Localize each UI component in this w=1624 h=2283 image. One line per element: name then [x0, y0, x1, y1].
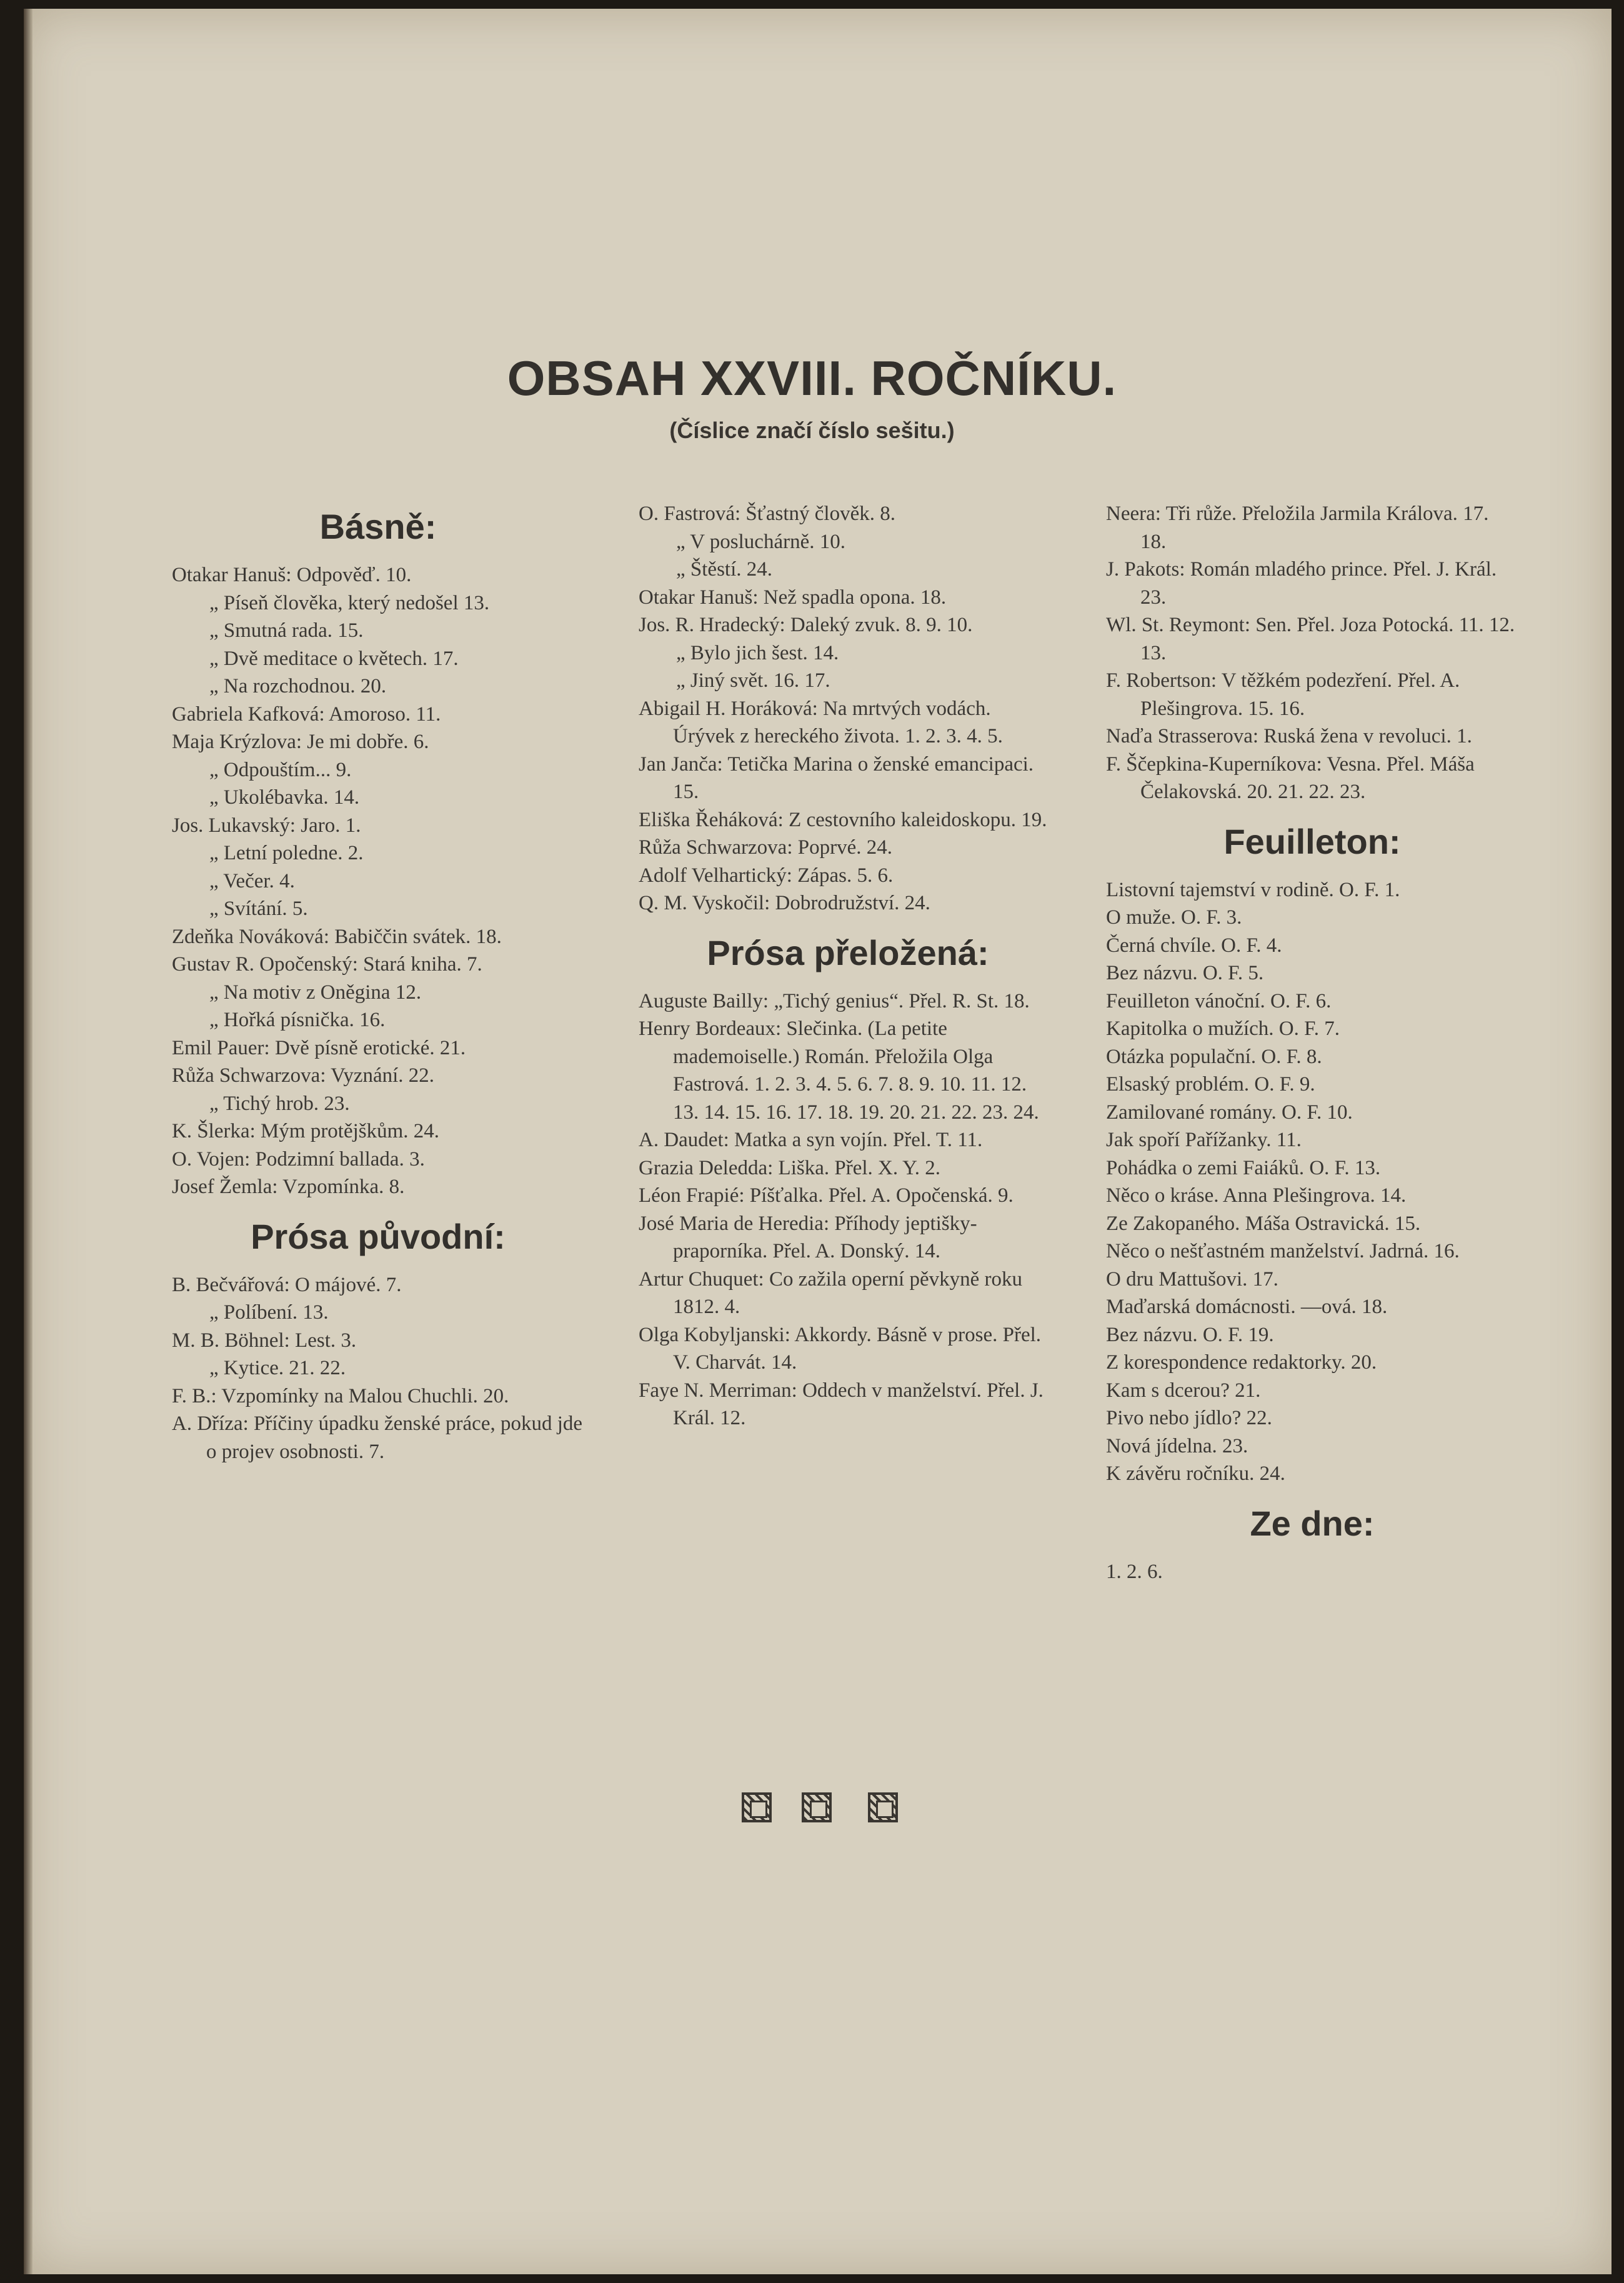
index-entry: J. Pakots: Román mladého prince. Přel. J. Král. 23.: [1106, 558, 1497, 609]
section-heading: Feuilleton:: [1223, 821, 1401, 861]
index-entry: 1. 2. 6.: [1106, 1560, 1163, 1583]
index-entry: „ Píseň člověka, který nedošel 13.: [209, 591, 490, 614]
section-heading: Ze dne:: [1250, 1503, 1375, 1543]
column-3: [1106, 500, 1518, 1586]
index-entry: O. Fastrová: Šťastný člověk. 8.: [639, 502, 895, 525]
index-entry: Kapitolka o mužích. O. F. 7.: [1106, 1017, 1340, 1040]
index-entry: A. Daudet: Matka a syn vojín. Přel. T. 11.: [639, 1129, 983, 1151]
index-entry: Ze Zakopaného. Máša Ostravická. 15.: [1106, 1212, 1421, 1235]
index-entry: Jan Janča: Tetička Marina o ženské emancipaci. 15.: [639, 752, 1034, 803]
section-heading: Prósa původní:: [251, 1216, 506, 1256]
index-entry: Eliška Řeháková: Z cestovního kaleidoskopu. 19.: [639, 808, 1047, 831]
index-entry: Listovní tajemství v rodině. O. F. 1.: [1106, 878, 1400, 901]
index-entry: Otázka populační. O. F. 8.: [1106, 1045, 1322, 1068]
index-entry: Otakar Hanuš: Odpověď. 10.: [172, 564, 412, 586]
index-entry: Gustav R. Opočenský: Stará kniha. 7.: [172, 953, 482, 976]
ornament-icon: [742, 1792, 772, 1822]
index-entry: Jos. R. Hradecký: Daleký zvuk. 8. 9. 10.: [639, 614, 973, 636]
index-entry: „ Jiný svět. 16. 17.: [676, 669, 830, 692]
page-title: OBSAH XXVIII. ROČNÍKU.: [507, 351, 1117, 406]
index-entry: Adolf Velhartický: Zápas. 5. 6.: [639, 864, 894, 887]
index-entry: Gabriela Kafková: Amoroso. 11.: [172, 702, 441, 726]
index-entry: „ Bylo jich šest. 14.: [676, 641, 839, 664]
index-entry: O muže. O. F. 3.: [1106, 906, 1242, 929]
index-entry: Otakar Hanuš: Než spadla opona. 18.: [639, 586, 947, 609]
index-entry: Růža Schwarzova: Vyznání. 22.: [172, 1064, 435, 1087]
index-entry: „ Tichý hrob. 23.: [209, 1092, 350, 1115]
index-entry: Maja Krýzlova: Je mi dobře. 6.: [172, 731, 429, 753]
index-entry: Nová jídelna. 23.: [1106, 1434, 1248, 1457]
index-entry: „ Letní poledne. 2.: [209, 842, 364, 864]
index-entry: K závěru ročníku. 24.: [1106, 1462, 1285, 1485]
ornament-icon: [802, 1792, 832, 1822]
index-entry: „ Večer. 4.: [209, 869, 295, 892]
index-entry: Neera: Tři růže. Přeložila Jarmila Králova. 17. 18.: [1106, 502, 1489, 553]
index-entry: Zamilované romány. O. F. 10.: [1106, 1101, 1353, 1124]
index-entry: „ V posluchárně. 10.: [676, 530, 845, 553]
index-entry: Černá chvíle. O. F. 4.: [1106, 934, 1282, 957]
index-entry: Zdeňka Nováková: Babiččin svátek. 18.: [172, 925, 502, 948]
index-entry: Grazia Deledda: Liška. Přel. X. Y. 2.: [639, 1156, 940, 1179]
ornament-icon: [868, 1792, 898, 1822]
index-entry: „ Svítání. 5.: [209, 897, 308, 920]
index-entry: Henry Bordeaux: Slečinka. (La petite mademoiselle.) Román. Přeložila Olga Fastrová. 1. 2. 3. 4. 5. 6. 7. 8. 9. 10. 11. 12. 13. 14. 15. 16. 17. 18. 19. 20. 21. 22. 23. 24.: [639, 1017, 1039, 1124]
index-entry: Faye N. Merriman: Oddech v manželství. Přel. J. Král. 12.: [639, 1379, 1044, 1429]
section-heading: Prósa přeložená:: [707, 932, 989, 972]
index-entry: „ Smutná rada. 15.: [209, 619, 364, 642]
index-entry: „ Štěstí. 24.: [676, 558, 772, 581]
index-entry: Auguste Bailly: „Tichý genius“. Přel. R. St. 18.: [639, 989, 1030, 1012]
column-1: [172, 500, 584, 1466]
index-entry: Artur Chuquet: Co zažila operní pěvkyně roku 1812. 4.: [639, 1267, 1022, 1318]
page-subtitle: (Číslice značí číslo sešitu.): [669, 417, 955, 443]
index-entry: „ Odpouštím... 9.: [209, 758, 352, 781]
index-entry: „ Kytice. 21. 22.: [209, 1357, 346, 1379]
index-entry: Emil Pauer: Dvě písně erotické. 21.: [172, 1036, 466, 1059]
index-entry: Léon Frapié: Píšťalka. Přel. A. Opočenská. 9.: [639, 1184, 1014, 1207]
index-entry: M. B. Böhnel: Lest. 3.: [172, 1329, 357, 1352]
index-entry: „ Hořká písnička. 16.: [209, 1009, 386, 1031]
index-entry: F. Robertson: V těžkém podezření. Přel. A. Plešingrova. 15. 16.: [1106, 669, 1460, 720]
index-entry: Olga Kobyljanski: Akkordy. Básně v prose. Přel. V. Charvát. 14.: [639, 1323, 1042, 1374]
index-entry: Maďarská domácnosti. —ová. 18.: [1106, 1296, 1388, 1318]
index-entry: Kam s dcerou? 21.: [1106, 1379, 1261, 1402]
index-entry: A. Dříza: Příčiny úpadku ženské práce, pokud jde o projev osobnosti. 7.: [172, 1412, 583, 1463]
index-entry: Pivo nebo jídlo? 22.: [1106, 1407, 1272, 1429]
index-entry: Něco o nešťastném manželství. Jadrná. 16.: [1106, 1240, 1460, 1262]
index-entry: Jak spoří Pařížanky. 11.: [1106, 1129, 1302, 1151]
index-entry: Abigail H. Horáková: Na mrtvých vodách. Úrývek z hereckého života. 1. 2. 3. 4. 5.: [639, 697, 1003, 747]
index-entry: Něco o kráse. Anna Plešingrova. 14.: [1106, 1184, 1407, 1207]
index-entry: „ Dvě meditace o květech. 17.: [209, 647, 459, 670]
index-entry: Bez názvu. O. F. 5.: [1106, 962, 1264, 984]
index-entry: Jos. Lukavský: Jaro. 1.: [172, 814, 361, 837]
index-entry: Q. M. Vyskočil: Dobrodružství. 24.: [639, 892, 930, 914]
section-heading: Básně:: [319, 507, 437, 546]
binding-spine: [24, 9, 32, 2274]
index-entry: „ Políbení. 13.: [209, 1301, 329, 1324]
index-entry: B. Bečvářová: O májové. 7.: [172, 1273, 402, 1296]
index-entry: Pohádka o zemi Faiáků. O. F. 13.: [1106, 1156, 1381, 1179]
index-entry: O. Vojen: Podzimní ballada. 3.: [172, 1147, 425, 1171]
index-entry: „ Ukolébavka. 14.: [209, 786, 360, 809]
index-entry: O dru Mattušovi. 17.: [1106, 1267, 1278, 1291]
column-2: [639, 500, 1057, 1432]
index-entry: José Maria de Heredia: Příhody jeptišky-praporníka. Přel. A. Donský. 14.: [639, 1212, 977, 1262]
index-entry: F. B.: Vzpomínky na Malou Chuchli. 20.: [172, 1384, 509, 1407]
index-entry: Wl. St. Reymont: Sen. Přel. Joza Potocká. 11. 12. 13.: [1106, 614, 1515, 664]
index-entry: K. Šlerka: Mým protějškům. 24.: [172, 1120, 440, 1142]
index-entry: Bez názvu. O. F. 19.: [1106, 1323, 1274, 1346]
index-entry: Feuilleton vánoční. O. F. 6.: [1106, 989, 1332, 1012]
index-entry: Růža Schwarzova: Poprvé. 24.: [639, 836, 892, 859]
index-entry: Z korespondence redaktorky. 20.: [1106, 1351, 1377, 1374]
index-entry: Josef Žemla: Vzpomínka. 8.: [172, 1176, 405, 1198]
index-entry: F. Ščepkina-Kuperníkova: Vesna. Přel. Máša Čelakovská. 20. 21. 22. 23.: [1106, 752, 1475, 803]
index-entry: „ Na rozchodnou. 20.: [209, 675, 387, 697]
index-entry: Naďa Strasserova: Ruská žena v revoluci. 1.: [1106, 725, 1472, 747]
index-entry: Elsaský problém. O. F. 9.: [1106, 1073, 1315, 1096]
index-entry: „ Na motiv z Oněgina 12.: [209, 981, 422, 1004]
